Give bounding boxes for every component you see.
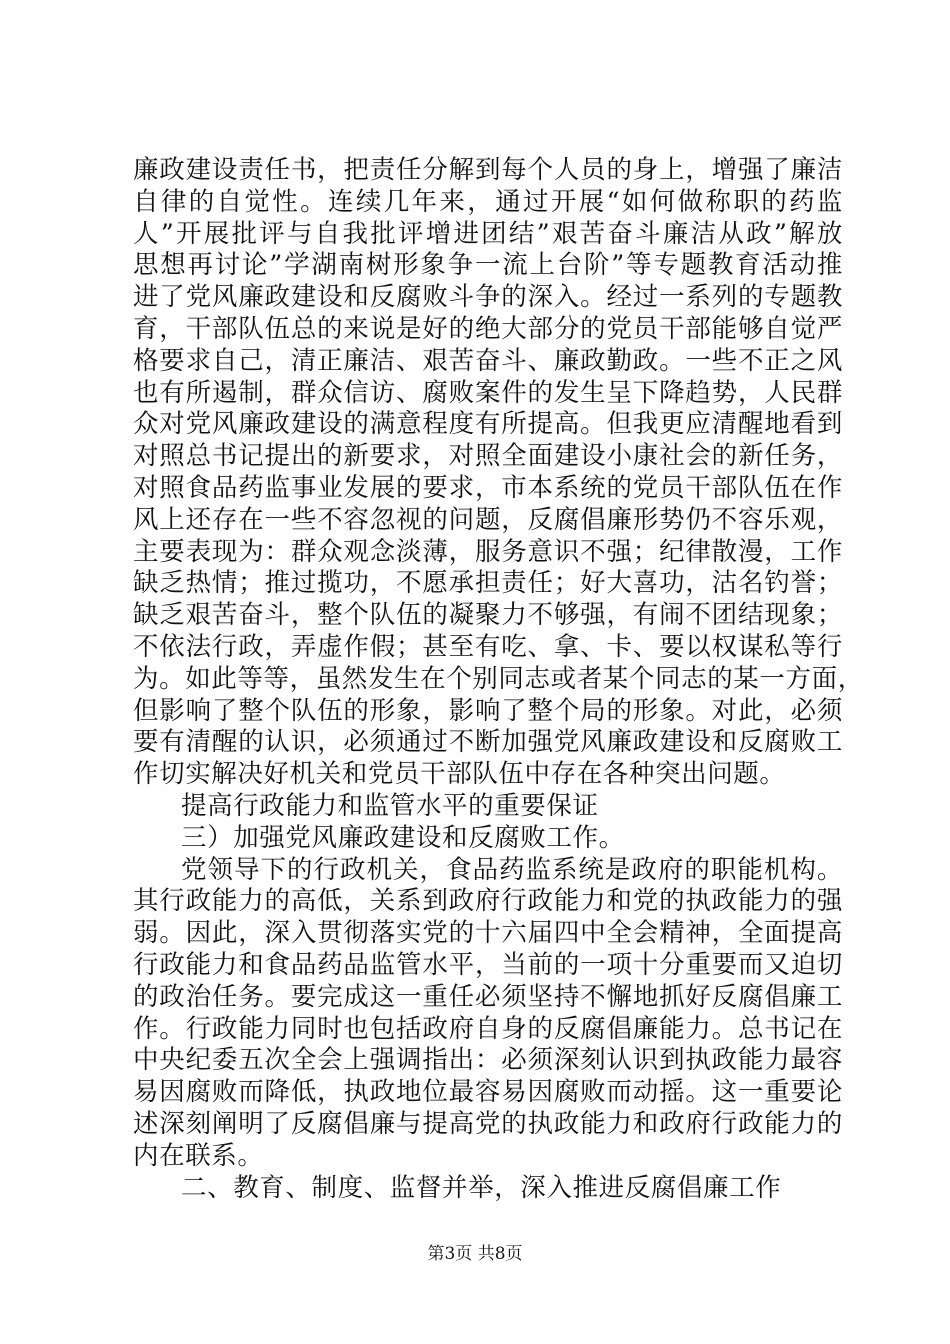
document-body	[133, 155, 864, 1204]
text-line: 党领导下的行政机关，食品药监系统是政府的职能机构。	[181, 854, 843, 885]
text-line: 自律的自觉性。连续几年来，通过开展“如何做称职的药监	[133, 186, 843, 217]
text-line: 人”开展批评与自我批评增进团结”艰苦奋斗廉洁从政”解放	[133, 218, 843, 249]
section-heading: 三）加强党风廉政建设和反腐败工作。	[181, 822, 625, 853]
text-line: 述深刻阐明了反腐倡廉与提高党的执政能力和政府行政能力的	[133, 1108, 843, 1139]
text-line: 主要表现为：群众观念淡薄，服务意识不强；纪律散漫，工作	[133, 536, 843, 567]
page-number-footer: 第3页 共8页	[427, 1244, 523, 1264]
text-line: 作切实解决好机关和党员干部队伍中存在各种突出问题。	[133, 759, 786, 790]
text-line: 内在联系。	[133, 1140, 264, 1171]
text-line: 廉政建设责任书，把责任分解到每个人员的身上，增强了廉洁	[133, 155, 843, 185]
text-line: 缺乏艰苦奋斗，整个队伍的凝聚力不够强，有闹不团结现象；	[133, 600, 843, 631]
text-line: 其行政能力的高低，关系到政府行政能力和党的执政能力的强	[133, 886, 843, 917]
text-line: 的政治任务。要完成这一重任必须坚持不懈地抓好反腐倡廉工	[133, 981, 843, 1012]
text-line: 但影响了整个队伍的形象，影响了整个局的形象。对此，必须	[133, 695, 843, 726]
text-line: 作。行政能力同时也包括政府自身的反腐倡廉能力。总书记在	[133, 1013, 843, 1044]
text-line: 思想再讨论”学湖南树形象争一流上台阶”等专题教育活动推	[133, 250, 843, 281]
section-heading: 二、教育、制度、监督并举，深入推进反腐倡廉工作	[181, 1172, 782, 1203]
section-heading: 提高行政能力和监管水平的重要保证	[181, 790, 599, 821]
text-line: 弱。因此，深入贯彻落实党的十六届四中全会精神，全面提高	[133, 918, 843, 949]
text-line: 为。如此等等，虽然发生在个别同志或者某个同志的某一方面，	[133, 663, 864, 694]
text-line: 不依法行政，弄虚作假；甚至有吃、拿、卡、要以权谋私等行	[133, 631, 843, 662]
text-line: 风上还存在一些不容忽视的问题，反腐倡廉形势仍不容乐观，	[133, 504, 843, 535]
text-line: 对照食品药监事业发展的要求，市本系统的党员干部队伍在作	[133, 472, 843, 503]
text-line: 育，干部队伍总的来说是好的绝大部分的党员干部能够自觉严	[133, 313, 843, 344]
text-line: 中央纪委五次全会上强调指出：必须深刻认识到执政能力最容	[133, 1045, 843, 1076]
text-line: 也有所遏制，群众信访、腐败案件的发生呈下降趋势，人民群	[133, 377, 843, 408]
text-line: 众对党风廉政建设的满意程度有所提高。但我更应清醒地看到	[133, 409, 843, 440]
text-line: 要有清醒的认识，必须通过不断加强党风廉政建设和反腐败工	[133, 727, 843, 758]
text-line: 进了党风廉政建设和反腐败斗争的深入。经过一系列的专题教	[133, 282, 843, 313]
text-line: 易因腐败而降低，执政地位最容易因腐败而动摇。这一重要论	[133, 1077, 843, 1108]
text-line: 对照总书记提出的新要求，对照全面建设小康社会的新任务，	[133, 441, 843, 472]
text-line: 行政能力和食品药品监管水平，当前的一项十分重要而又迫切	[133, 949, 843, 980]
text-line: 缺乏热情；推过揽功，不愿承担责任；好大喜功，沽名钓誉；	[133, 568, 843, 599]
text-line: 格要求自己，清正廉洁、艰苦奋斗、廉政勤政。一些不正之风	[133, 345, 843, 376]
